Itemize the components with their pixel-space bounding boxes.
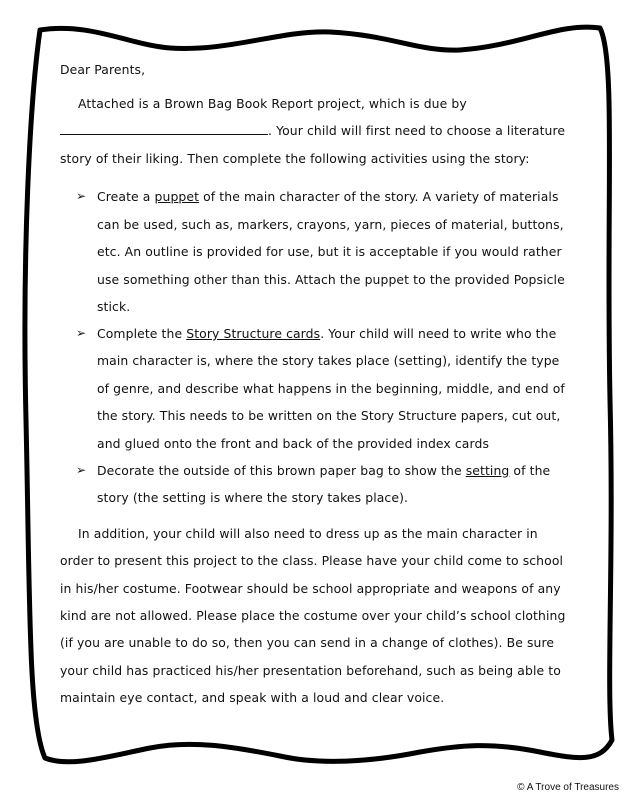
bullet-line: the story. This needs to be written on the Story Structure papers, cut out, [97, 408, 561, 423]
bullet-line: etc. An outline is provided for use, but it is acceptable if you would rather [97, 244, 562, 259]
closing-line: order to present this project to the class. Please have your child come to school [60, 553, 564, 568]
copyright-footer: © A Trove of Treasures [517, 782, 619, 793]
closing-line: your child has practiced his/her presentation beforehand, such as being able to [60, 663, 561, 678]
bullet-line: can be used, such as, markers, crayons, yarn, pieces of material, buttons, [97, 217, 564, 232]
arrow-bullet-icon: ➢ [76, 189, 87, 203]
closing-line: In addition, your child will also need to dress up as the main character in [78, 526, 538, 541]
intro-text: Your child will first need to choose a literature [276, 123, 566, 138]
closing-line: maintain eye contact, and speak with a loud and clear voice. [60, 690, 445, 705]
intro-line: Attached is a Brown Bag Book Report project, which is due by [78, 96, 467, 111]
bullet-line: main character is, where the story takes place (setting), identify the type [97, 353, 560, 368]
setting-link: setting [465, 463, 510, 478]
due-date-blank[interactable] [60, 123, 268, 135]
greeting: Dear Parents, [60, 62, 146, 77]
arrow-bullet-icon: ➢ [76, 326, 87, 340]
bullet-line: and glued onto the front and back of the provided index cards [97, 436, 489, 451]
bullet-line: Decorate the outside of this brown paper bag to show the setting of the [97, 463, 551, 478]
bullet-line: Complete the Story Structure cards. Your child will need to write who the [97, 326, 557, 341]
closing-line: kind are not allowed. Please place the costume over your child’s school clothing [60, 608, 566, 623]
intro-line: . Your child will first need to choose a literature [60, 123, 565, 139]
puppet-link: puppet [154, 189, 200, 204]
bullet-line: use something other than this. Attach the puppet to the provided Popsicle [97, 272, 565, 287]
closing-line: in his/her costume. Footwear should be school appropriate and weapons of any [60, 581, 561, 596]
bullet-line: Create a puppet of the main character of the story. A variety of materials [97, 189, 559, 204]
closing-line: (if you are unable to do so, then you can send in a change of clothes). Be sure [60, 635, 555, 650]
story-structure-link: Story Structure cards [186, 326, 321, 341]
bullet-line: of genre, and describe what happens in the beginning, middle, and end of [97, 381, 565, 396]
arrow-bullet-icon: ➢ [76, 463, 87, 477]
bullet-line: stick. [97, 299, 131, 314]
intro-line: story of their liking. Then complete the following activities using the story: [60, 151, 530, 166]
bullet-line: story (the setting is where the story takes place). [97, 490, 409, 505]
